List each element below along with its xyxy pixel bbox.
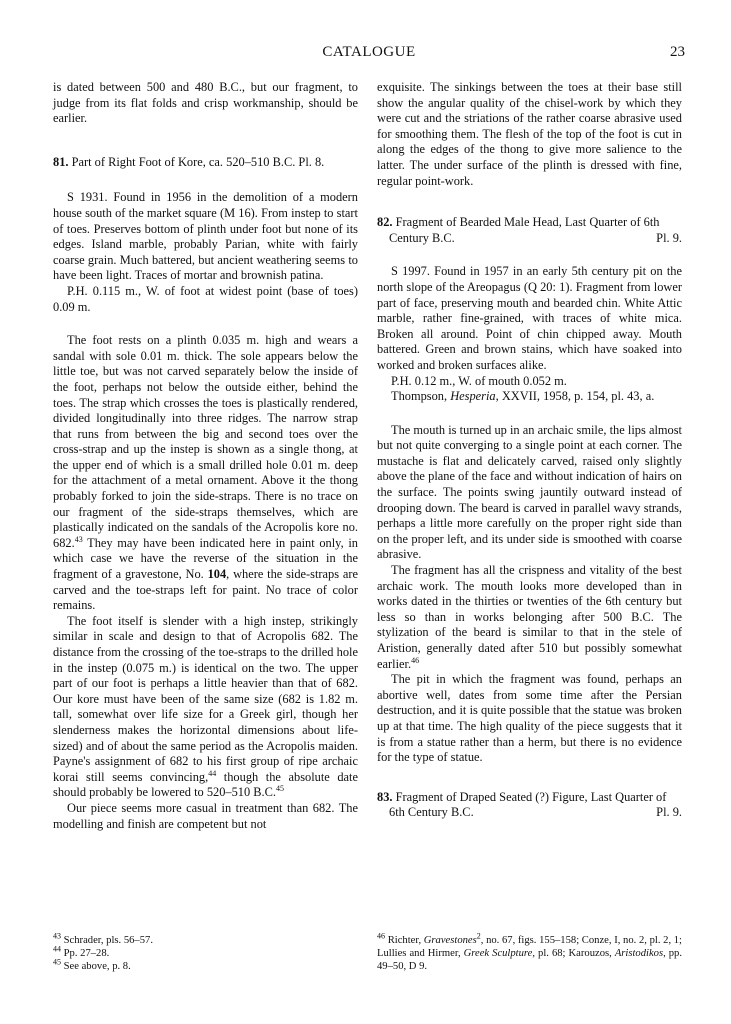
entry-heading [377, 790, 682, 821]
body-paragraph: The fragment has all the crispness and vitality of the best archaic work. The mouth looks more developed than in works dated in the thirties or twenties of the 6th century but less so than in works belonging after 500 B.C. The stylization of the beard is similar to that in the stele of Aristion, generally dated after 510 but possibly somewhat earlier.$^{46}$ [377, 563, 682, 671]
body-paragraph: The mouth is turned up in an archaic smile, the lips almost but not quite converging to a single point at each corner. The mustache is flat and delicately carved, raised only slightly above the plane of the face and without indication of hairs on the surface. The points swing jauntily outward instead of drooping down. The beard is carved in parallel wavy strands, perhaps a little more carefully on the proper right side than on the proper left, and its under side is smoothed with coarse abrasive. [377, 422, 682, 562]
footnote-ref: 44 [208, 768, 217, 778]
footnote-ref: 45 [276, 784, 285, 794]
body-paragraph: The foot rests on a plinth 0.035 m. high and wears a sandal with sole 0.01 m. thick. The sole appears below the little toe, but was not carved separately below the inside of the foot, perhaps not below the outside either, behind the toes. The strap which crosses the toes is plastically rendered, divided longitudinally into three ridges. The narrow strap that runs from between the big and second toes over the cross-strap and up the instep is shown as a single thong, at the upper end of which is a small drilled hole 0.01 m. deep for the attachment of a metal ornament. Above it the thong probably forked to join the side-straps. There is no trace on our fragment of the side-straps themselves, which are plastically indicated on the sandals of the Acropolis kore no. 682.43 They may have been indicated here in paint only, in which case we have the reverse of the situation in the fragment of a gravestone, No. 104, where the side-straps are carved and the toe-straps left for paint. No trace of color remains. [53, 333, 359, 613]
left-column [53, 80, 358, 832]
body-paragraph: The foot itself is slender with a high instep, strikingly similar in scale and design to that of Acropolis 682. The distance from the crossing of the toe-straps to the drilled hole in the instep (0.075 m.) is identical on the two. The upper part of our foot is perhaps a little heavier than that of 682. Our kore must have been of the same size (682 is 1.82 m. tall, somewhat over life size for a Greek girl, though her slenderness makes the horizontal dimensions about life-sized) and of about the same period as the Acropolis maiden. Payne's assignment of 682 to his first group of ripe archaic korai still seems convincing,$^{44}$ though the absolute date should probably be lowered to 520–510 B.C.$^{45}$ [53, 613, 358, 800]
body-paragraph: Our piece seems more casual in treatment than 682. The modelling and finish are competent but not [53, 800, 358, 831]
entry-title: Fragment of Bearded Male Head, Last Quarter of 6th Century B.C. [389, 215, 660, 245]
footnote: $^{46}$ Richter, Gravestones$^2$, no. 67, figs. 155–158; Conze, I, no. 2, pl. 2, 1; Lullies and Hirmer, Greek Sculpture, pl. 68; Karouzos, Aristodikos, pp. 49–50, D 9. [377, 931, 683, 972]
plate-reference: Pl. 9. [656, 805, 682, 820]
catalogue-entry-82 [377, 215, 682, 405]
footnote: $^{44}$ Pp. 27–28. [53, 944, 110, 959]
footnote-ref: 46 [411, 655, 420, 665]
footnotes-right [377, 931, 683, 973]
continued-paragraph: is dated between 500 and 480 B.C., but our fragment, to judge from its flat folds and crisp workmanship, should be earlier. [53, 80, 358, 126]
entry-number: 82. [377, 215, 393, 230]
footnote: $^{43}$ Schrader, pls. 56–57. [53, 931, 153, 946]
entry-heading [377, 215, 682, 246]
entry-description: S 1997. Found in 1957 in an early 5th century pit on the north slope of the Areopagus (Q 20: 1). Fragment from lower part of face, preserving mouth and bearded chin. White Attic marble, rather fine-grained, with traces of white mica. Broken all around. Point of chin chipped away. Mouth battered. Green and brown stains, which have soaked into worked and broken surfaces alike. [377, 264, 682, 372]
bibliography-reference: Thompson, Hesperia, XXVII, 1958, p. 154, pl. 43, a. [391, 389, 655, 404]
entry-title: Fragment of Draped Seated (?) Figure, Last Quarter of 6th Century B.C. [389, 789, 667, 820]
body-paragraph: The pit in which the fragment was found, perhaps an abortive well, dates from some time after the Persian destruction, and it is quite possible that the statue was broken up at that time. The high quality of the piece suggests that it is from a statue rather than a herm, but there is no evidence for the type of statue. [377, 672, 682, 765]
entry-title: Part of Right Foot of Kore, ca. 520–510 B.C. [71, 154, 296, 169]
catalogue-entry-81 [53, 155, 358, 315]
entry-heading [53, 155, 358, 171]
footnote: $^{45}$ See above, p. 8. [53, 957, 131, 972]
entry-description: S 1931. Found in 1956 in the demolition of a modern house south of the market square (M 16). From instep to start of toes. Preserves bottom of plinth under foot but none of its edges. Island marble, probably Parian, white with fairly coarse grain. Much battered, but ancient weathering seems to have been light. Traces of mortar and brownish patina. [53, 190, 358, 283]
entry-dimensions: P.H. 0.12 m., W. of mouth 0.052 m. [391, 373, 567, 388]
footnote-ref: 43 [74, 534, 83, 544]
footnotes-left [53, 931, 358, 973]
entry-number: 81. [53, 154, 69, 169]
right-column [377, 80, 682, 821]
running-head [53, 44, 685, 66]
entry-dimensions: P.H. 0.115 m., W. of foot at widest point (base of toes) 0.09 m. [53, 283, 358, 314]
body-paragraph: exquisite. The sinkings between the toes at their base still show the angular quality of the chisel-work by which they were cut and the striations of the rather coarse abrasive used for smoothing them. The flesh of the top of the foot is cut in along the edges of the thong to give more salience to the latter. The under surface of the plinth is dressed with fine, regular point-work. [377, 80, 682, 188]
catalogue-entry-83 [377, 790, 682, 821]
cross-reference: 104 [207, 567, 227, 582]
entry-number: 83. [377, 789, 393, 804]
plate-reference: Pl. 8. [298, 154, 325, 169]
page-number: 23 [670, 44, 685, 60]
plate-reference: Pl. 9. [656, 230, 682, 245]
page-title: CATALOGUE [322, 44, 416, 60]
